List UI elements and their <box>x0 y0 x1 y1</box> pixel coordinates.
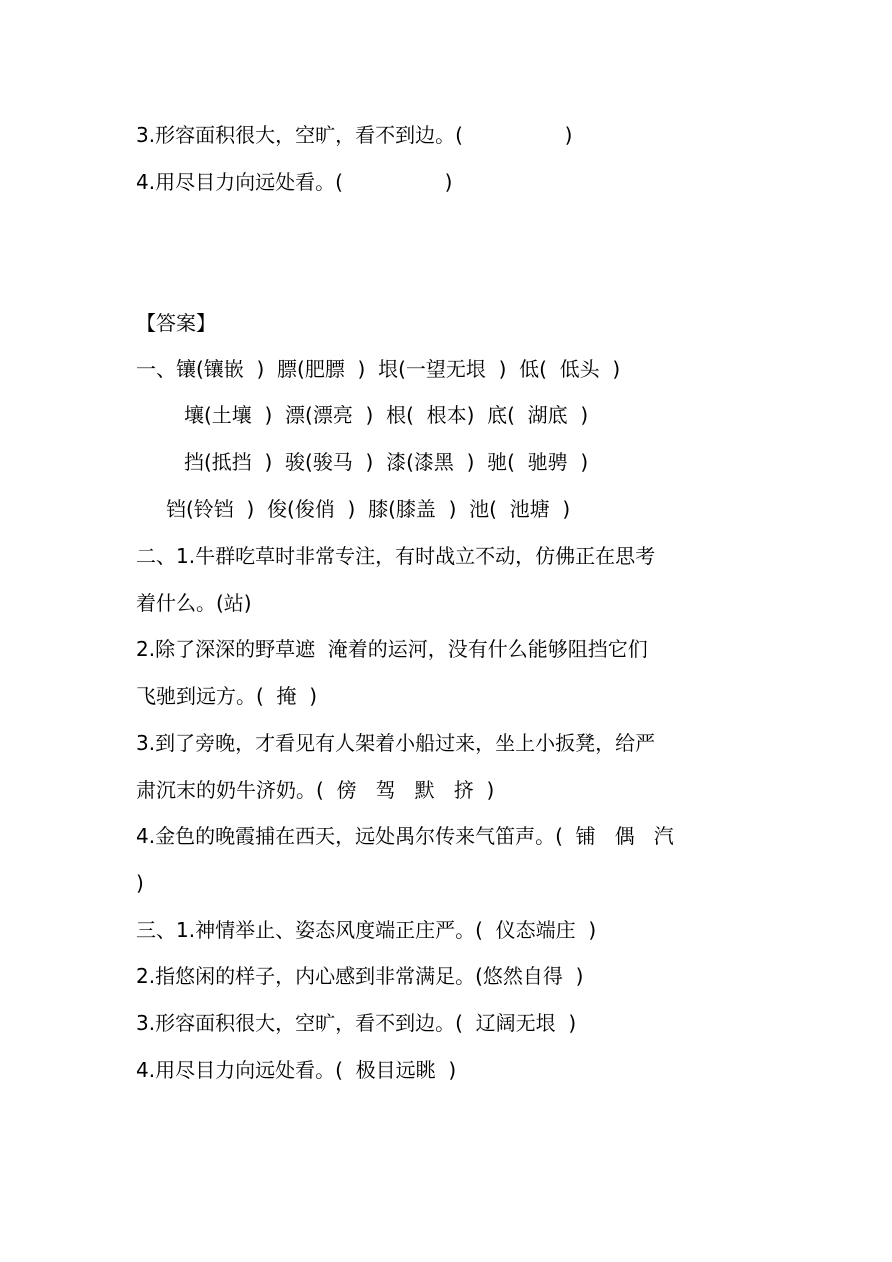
answer-part1-line: 铛(铃铛 ) 俊(俊俏 ) 膝(膝盖 ) 池( 池塘 ) <box>166 497 571 521</box>
answer-part2-line: 二、1.牛群吃草时非常专注，有时战立不动，仿佛正在思考 <box>136 544 656 568</box>
answer-part1-line: 挡(抵挡 ) 骏(骏马 ) 漆(漆黑 ) 驰( 驰骋 ) <box>184 450 589 474</box>
answer-part1-line: 一、镶(镶嵌 ) 膘(肥膘 ) 垠(一望无垠 ) 低( 低头 ) <box>136 357 621 381</box>
answer-part2-line: ) <box>136 871 144 895</box>
answer-part2-line: 着什么。(站) <box>136 591 252 615</box>
answer-part2-line: 3.到了旁晚，才看见有人架着小船过来，坐上小扳凳，给严 <box>136 731 656 755</box>
answer-part3-line: 3.形容面积很大，空旷，看不到边。( 辽阔无垠 ) <box>136 1011 577 1035</box>
answer-part1-line: 壤(土壤 ) 漂(漂亮 ) 根( 根本) 底( 湖底 ) <box>184 403 589 427</box>
answer-heading: 【答案】 <box>136 311 216 335</box>
answer-part2-line: 肃沉末的奶牛济奶。( 傍 驾 默 挤 ) <box>136 778 495 802</box>
question-4-line: 4.用尽目力向远处看。( ) <box>136 170 453 194</box>
question-3-line: 3.形容面积很大，空旷，看不到边。( ) <box>136 123 573 147</box>
answer-part3-line: 4.用尽目力向远处看。( 极目远眺 ) <box>136 1058 457 1082</box>
answer-part3-line: 三、1.神情举止、姿态风度端正庄严。( 仪态端庄 ) <box>136 918 597 942</box>
answer-part2-line: 2.除了深深的野草遮 淹着的运河，没有什么能够阻挡它们 <box>136 637 648 661</box>
answer-part2-line: 飞驰到远方。( 掩 ) <box>136 684 318 708</box>
answer-part2-line: 4.金色的晚霞捕在西天，远处禺尔传来气笛声。( 铺 偶 汽 <box>136 824 674 848</box>
answer-part3-line: 2.指悠闲的样子，内心感到非常满足。(悠然自得 ) <box>136 964 584 988</box>
